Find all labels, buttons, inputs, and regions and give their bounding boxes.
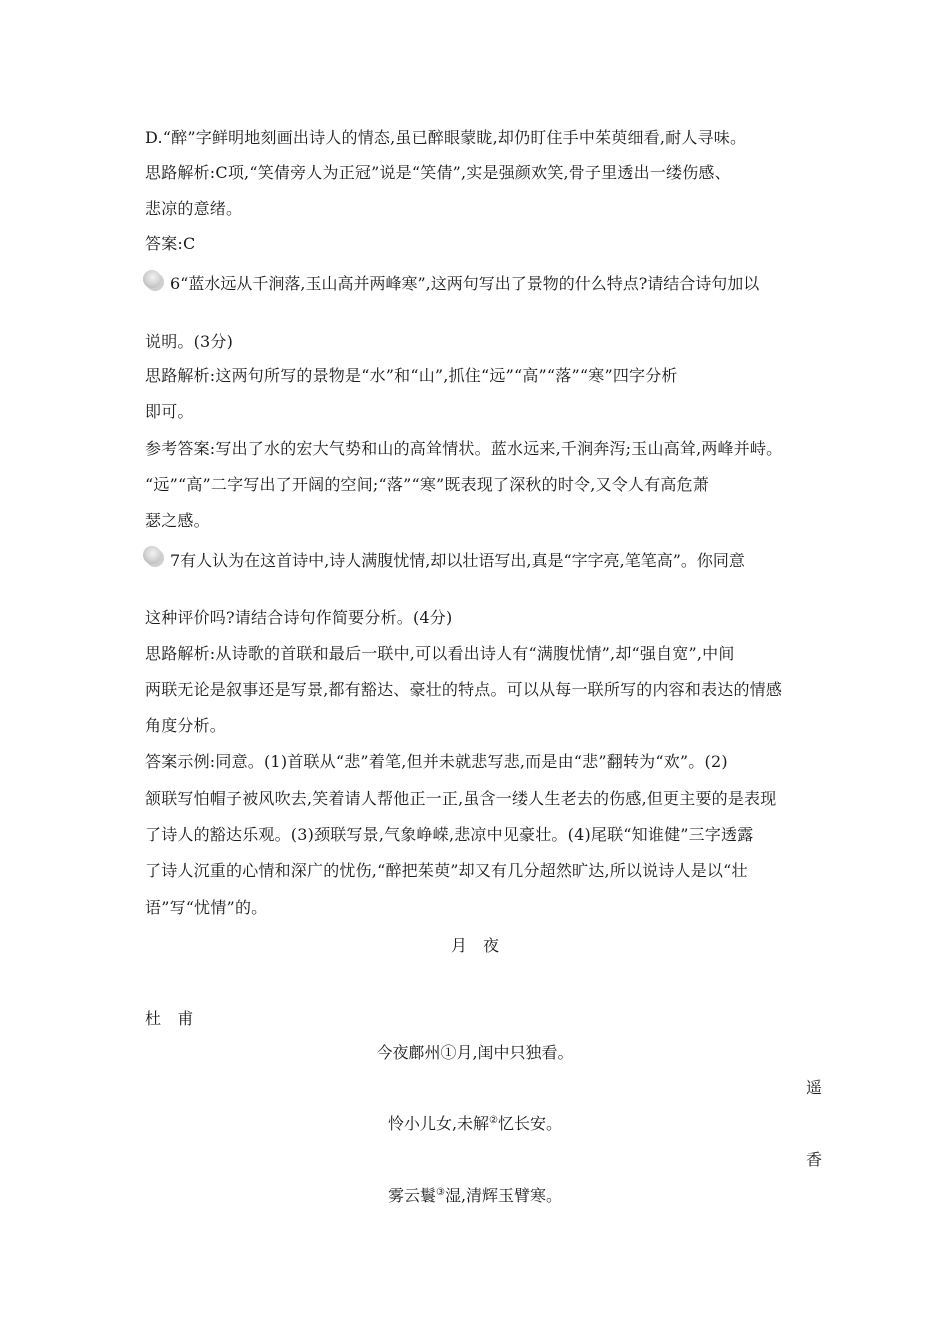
analysis-text-line: 两联无论是叙事还是写景,都有豁达、豪壮的特点。可以从每一联所写的内容和表达的情感: [145, 680, 783, 699]
question-score-text: 说明。(3分): [145, 332, 234, 351]
sample-answer-line: 了诗人沉重的心情和深广的忧伤,“醉把茱萸”却又有几分超然旷达,所以说诗人是以“壮: [145, 861, 748, 880]
question-7-text: 7有人认为在这首诗中,诗人满腹忧情,却以壮语写出,真是“字字亮,笔笔高”。你同意: [170, 551, 745, 570]
question-score-text: 这种评价吗?请结合诗句作简要分析。(4分): [145, 608, 453, 627]
poem-line-text: 湿,清辉玉臂寒。: [444, 1186, 563, 1205]
question-6-text: 6“蓝水远从千涧落,玉山高并两峰寒”,这两句写出了景物的什么特点?请结合诗句加以: [170, 274, 760, 293]
poem-line: 今夜鄜州①月,闺中只独看。: [376, 1043, 574, 1062]
analysis-text-line: 思路解析:C项,“笑倩旁人为正冠”说是“笑倩”,实是强颜欢笑,骨子里透出一缕伤感、: [145, 163, 731, 182]
poem-line-fragment: 香: [805, 1150, 822, 1169]
poem-author: 杜 甫: [145, 1009, 194, 1028]
reference-answer-line: “远”“高”二字写出了开阔的空间;“落”“寒”既表现了深秋的时令,又令人有高危萧: [145, 475, 709, 494]
question-marker-icon: [143, 270, 163, 290]
analysis-text-line: 即可。: [145, 402, 194, 421]
analysis-text-line: 角度分析。: [145, 716, 227, 735]
sample-answer-line: 了诗人的豁达乐观。(3)颈联写景,气象峥嵘,悲凉中见豪壮。(4)尾联“知谁健”三字透露: [145, 825, 754, 844]
question-marker-icon: [143, 546, 163, 566]
poem-line: [0, 1186, 950, 1206]
analysis-text-line: 悲凉的意绪。: [145, 199, 243, 218]
analysis-text-line: 思路解析:从诗歌的首联和最后一联中,可以看出诗人有“满腹忧情”,却“强自宽”,中间: [145, 644, 735, 663]
reference-answer-line: 瑟之感。: [145, 511, 210, 530]
footnote-marker: ②: [489, 1115, 499, 1126]
footnote-marker: ③: [435, 1187, 445, 1198]
poem-line-text: 忆长安。: [498, 1114, 563, 1133]
sample-answer-line: 语”写“忧情”的。: [145, 898, 268, 917]
sample-answer-line: 答案示例:同意。(1)首联从“悲”着笔,但并未就悲写悲,而是由“悲”翻转为“欢”。(2): [145, 752, 728, 771]
poem-title: 月 夜: [450, 936, 499, 955]
poem-line-text: 怜小儿女,未解: [387, 1114, 490, 1133]
poem-line: [0, 1114, 950, 1134]
answer-text: 答案:C: [145, 234, 196, 253]
option-d-text: D.“醉”字鲜明地刻画出诗人的情态,虽已醉眼蒙眬,却仍盯住手中茱萸细看,耐人寻味。: [145, 128, 747, 147]
sample-answer-line: 颔联写怕帽子被风吹去,笑着请人帮他正一正,虽含一缕人生老去的伤感,但更主要的是表现: [145, 789, 777, 808]
reference-answer-line: 参考答案:写出了水的宏大气势和山的高耸情状。蓝水远来,千涧奔泻;玉山高耸,两峰并峙。: [145, 439, 783, 458]
poem-line-fragment: 遥: [805, 1078, 822, 1097]
analysis-text-line: 思路解析:这两句所写的景物是“水”和“山”,抓住“远”“高”“落”“寒”四字分析: [145, 366, 678, 385]
poem-line-text: 雾云鬟: [387, 1186, 436, 1205]
